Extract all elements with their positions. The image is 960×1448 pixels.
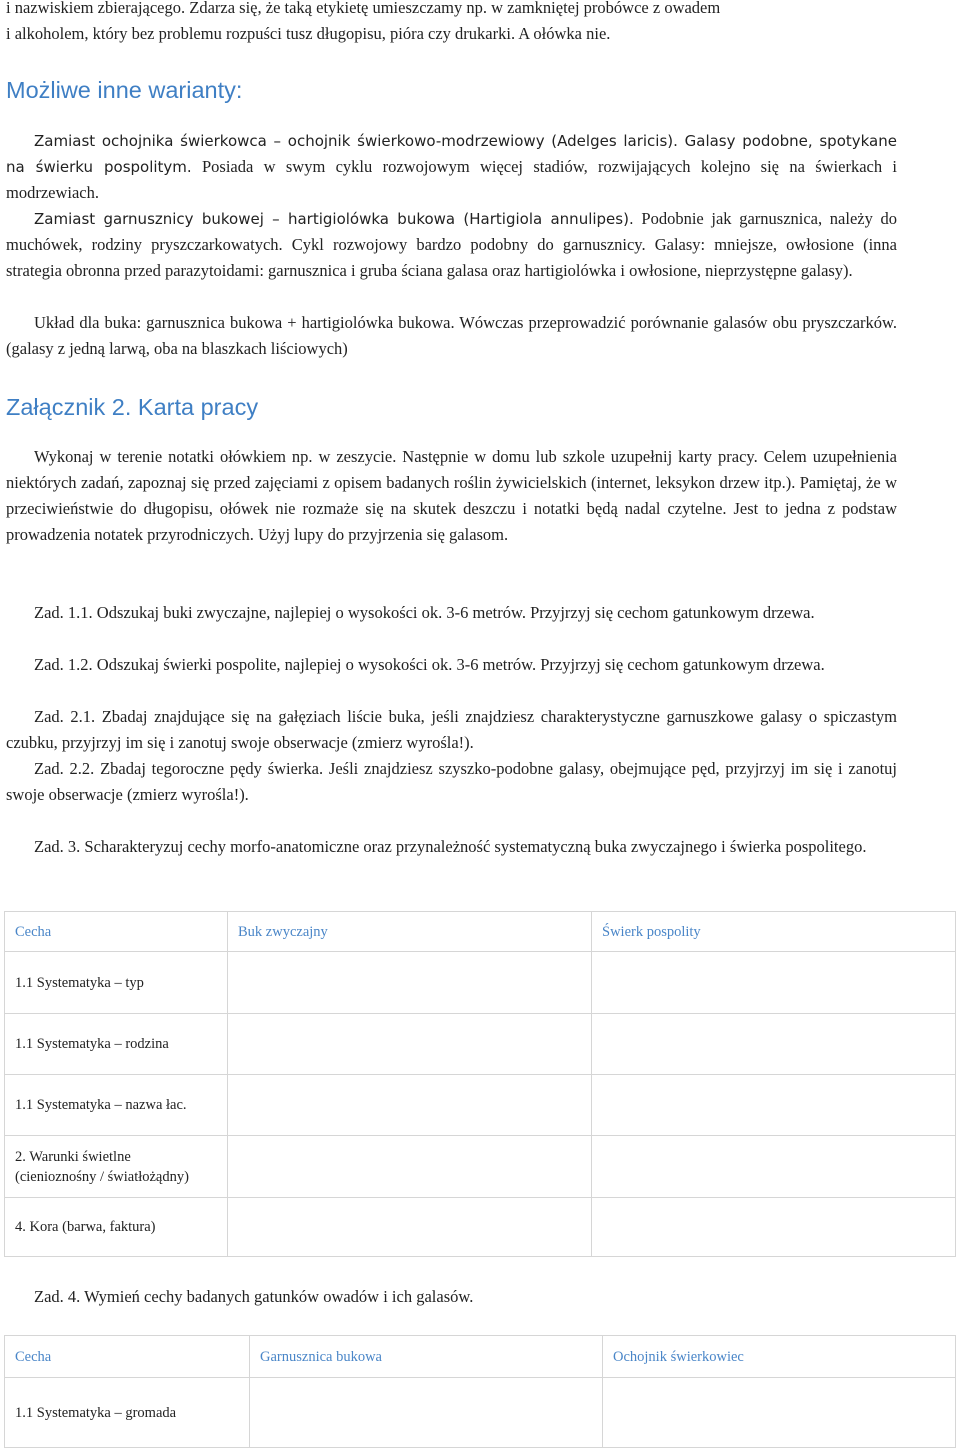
- table1-cell-empty[interactable]: [592, 1075, 956, 1136]
- variant-ochojnik-galls: Galasy podobne, spotykane na świerku pospolitym.: [6, 132, 897, 176]
- intro-line-2: i alkoholem, który bez problemu rozpuści tusz długopisu, pióra czy drukarki. A ołówka nie.: [6, 24, 611, 43]
- attachment-heading: Załącznik 2. Karta pracy: [6, 394, 259, 420]
- table2-header-garnusznica: Garnusznica bukowa: [250, 1336, 603, 1378]
- table2-header-feature: Cecha: [5, 1336, 250, 1378]
- table1-row-label: 4. Kora (barwa, faktura): [5, 1198, 228, 1257]
- table1-cell-empty[interactable]: [228, 952, 592, 1014]
- task-2-1: Zad. 2.1. Zbadaj znajdujące się na gałęziach liście buka, jeśli znajdziesz charakterystyczne garnuszkowe galasy o spiczastym czubku, przyjrzyj im się i zanotuj swoje obserwacje (zmierz wyrośla!).: [6, 707, 897, 752]
- table-plant-features: [4, 911, 956, 1257]
- table1-cell-empty[interactable]: [592, 952, 956, 1014]
- table1-row-label: 1.1 Systematyka – nazwa łac.: [5, 1075, 228, 1136]
- table1-header-spruce: Świerk pospolity: [592, 912, 956, 952]
- variants-heading: Możliwe inne warianty:: [6, 77, 243, 103]
- table-row: [5, 1014, 956, 1075]
- table1-row-label-line1: 2. Warunki świetlne: [15, 1148, 131, 1165]
- table1-cell-empty[interactable]: [592, 1198, 956, 1257]
- table1-cell-empty[interactable]: [592, 1136, 956, 1198]
- table-row: [5, 1378, 956, 1448]
- variant-hartigiola-paragraph: [6, 206, 897, 284]
- attachment-instructions: Wykonaj w terenie notatki ołówkiem np. w zeszycie. Następnie w domu lub szkole uzupełnij karty pracy. Celem uzupełnienia niektórych zadań, zapoznaj się przed zajęciami z opisem badanych roślin żywicielskich (internet, leksykon drzew itp.). Pamiętaj, że w przeciwieństwie do długopisu, ołówek nie rozmaże się na skutek deszczu i notatki będą nadal czytelne. Jest to jedna z podstaw prowadzenia notatek przyrodniczych. Użyj lupy do przyjrzenia się galasom.: [6, 447, 897, 544]
- table1-row-label: [5, 1136, 228, 1198]
- task-4: Zad. 4. Wymień cechy badanych gatunków owadów i ich galasów.: [34, 1287, 474, 1306]
- table1-header-feature: Cecha: [5, 912, 228, 952]
- table2-cell-empty[interactable]: [250, 1378, 603, 1448]
- table-row: [5, 1198, 956, 1257]
- task-1-1: Zad. 1.1. Odszukaj buki zwyczajne, najlepiej o wysokości ok. 3-6 metrów. Przyjrzyj się cechom gatunkowym drzewa.: [34, 603, 815, 622]
- table2-header-ochojnik: Ochojnik świerkowiec: [603, 1336, 956, 1378]
- task-3: Zad. 3. Scharakteryzuj cechy morfo-anatomiczne oraz przynależność systematyczną buka zwyczajnego i świerka pospolitego.: [34, 837, 867, 856]
- table1-header-beech: Buk zwyczajny: [228, 912, 592, 952]
- table1-cell-empty[interactable]: [228, 1014, 592, 1075]
- variant-ochojnik-cycle: Posiada w swym cyklu rozwojowym więcej stadiów, rozwijających kolejno się na świerkach i modrzewiach.: [6, 157, 897, 202]
- table1-cell-empty[interactable]: [228, 1198, 592, 1257]
- table2-row-label: 1.1 Systematyka – gromada: [5, 1378, 250, 1448]
- table1-row-label: 1.1 Systematyka – rodzina: [5, 1014, 228, 1075]
- task-2-2: Zad. 2.2. Zbadaj tegoroczne pędy świerka. Jeśli znajdziesz szyszko-podobne galasy, obejmujące pęd, przyjrzyj im się i zanotuj swoje obserwacje (zmierz wyrośla!).: [6, 759, 897, 804]
- table1-cell-empty[interactable]: [592, 1014, 956, 1075]
- table-row: [5, 1136, 956, 1198]
- variant-ochojnik-lead: Zamiast ochojnika świerkowca – ochojnik świerkowo-modrzewiowy (Adelges laricis).: [34, 132, 678, 150]
- variant-beech-system: Układ dla buka: garnusznica bukowa + hartigiolówka bukowa. Wówczas przeprowadzić porównanie galasów obu pryszczarków. (galasy z jedną larwą, oba na blaszkach liściowych): [6, 313, 897, 358]
- variant-hartigiola-body: Podobnie jak garnusznica, należy do muchówek, rodziny pryszczarkowatych. Cykl rozwojowy bardzo podobny do garnusznicy. Galasy: mniejsze, owłosione (inna strategia obronna przed parazytoidami: garnusznica i gruba ściana galasa oraz hartigiolówka i owłosione, nieprzystępne galasy).: [6, 209, 898, 280]
- intro-line-1: i nazwiskiem zbierającego. Zdarza się, że taką etykietę umieszczamy np. w zamkniętej probówce z owadem: [6, 0, 721, 17]
- table1-row-label: 1.1 Systematyka – typ: [5, 952, 228, 1014]
- table1-row-label-line2: (cienioznośny / światłożądny): [15, 1168, 189, 1185]
- table-row: [5, 952, 956, 1014]
- table1-cell-empty[interactable]: [228, 1136, 592, 1198]
- task-1-2: Zad. 1.2. Odszukaj świerki pospolite, najlepiej o wysokości ok. 3-6 metrów. Przyjrzyj się cechom gatunkowym drzewa.: [34, 655, 825, 674]
- table-row: [5, 1075, 956, 1136]
- variant-hartigiola-lead: Zamiast garnusznicy bukowej – hartigiolówka bukowa (Hartigiola annulipes).: [34, 210, 634, 228]
- variant-ochojnik-paragraph: [6, 128, 897, 206]
- table-insect-features: [4, 1335, 956, 1448]
- table1-cell-empty[interactable]: [228, 1075, 592, 1136]
- table2-cell-empty[interactable]: [603, 1378, 956, 1448]
